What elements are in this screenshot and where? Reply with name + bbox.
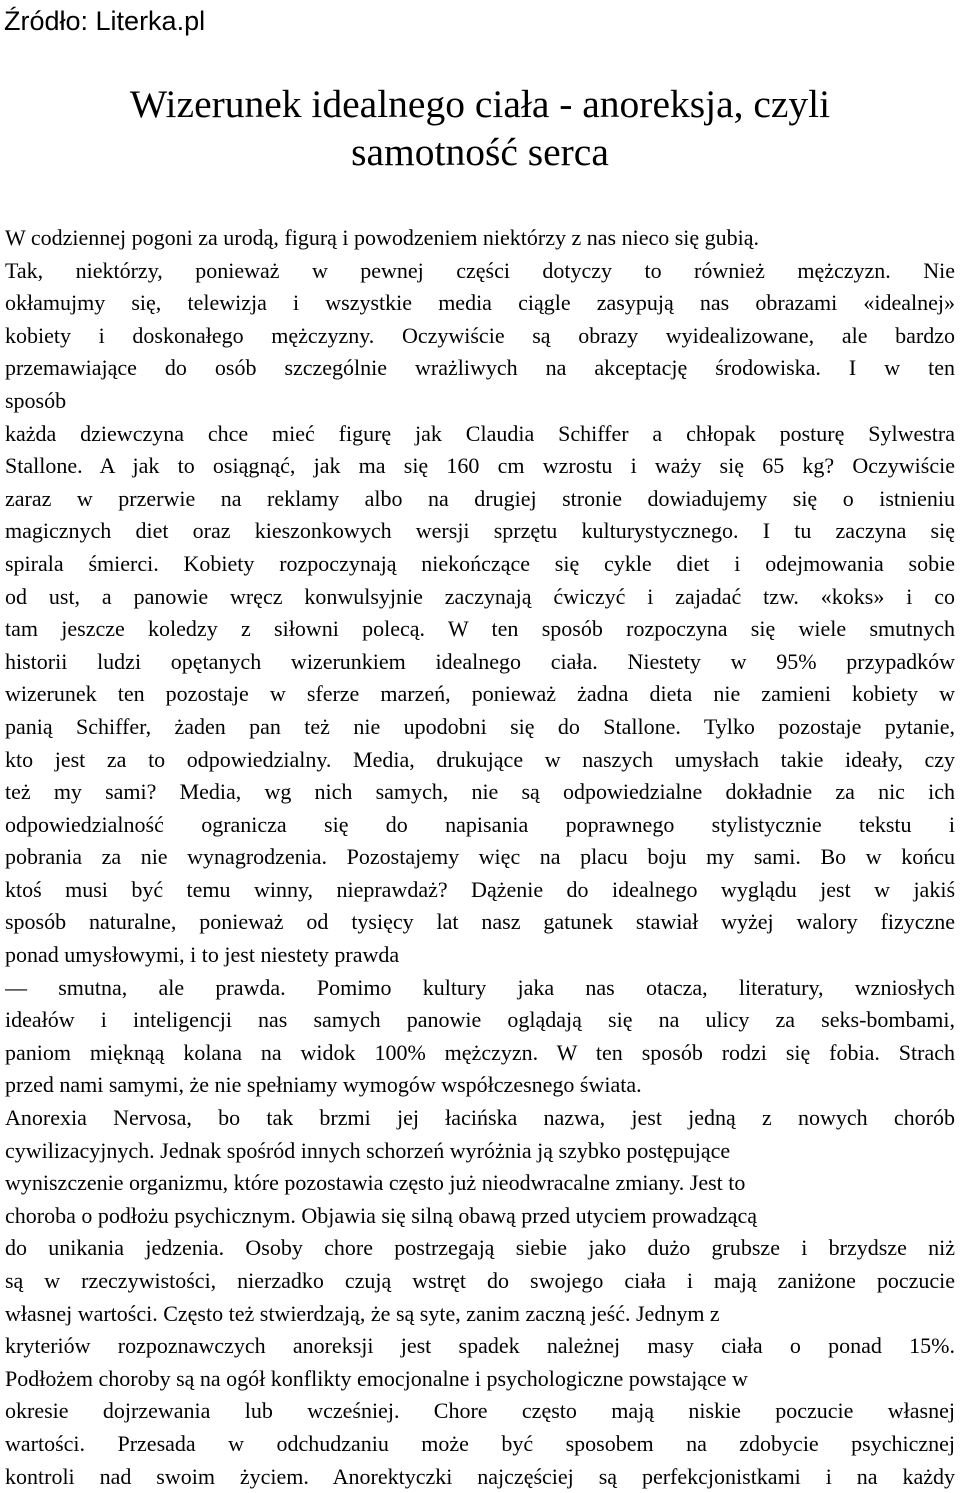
body-line: od ust, a panowie wręcz konwulsyjnie zaczynają ćwiczyć i zajadać tzw. «koks» i co xyxy=(5,583,955,609)
body-line: wartości. Przesada w odchudzaniu może być sposobem na zdobycie psychicznej xyxy=(5,1430,955,1456)
body-line: ktoś musi być temu winny, nieprawdaż? Dążenie do idealnego wyglądu jest w jakiś xyxy=(5,876,955,902)
body-line: kobiety i doskonałego mężczyzny. Oczywiście są obrazy wyidealizowane, ale bardzo xyxy=(5,322,955,348)
body-line: magicznych diet oraz kieszonkowych wersji sprzętu kulturystycznego. I tu zaczyna się xyxy=(5,518,955,544)
body-line: okresie dojrzewania lub wcześniej. Chore często mają niskie poczucie własnej xyxy=(5,1398,955,1424)
article-title xyxy=(40,80,920,176)
body-line: Stallone. A jak to osiągnąć, jak ma się 160 cm wzrostu i waży się 65 kg? Oczywiście xyxy=(5,453,955,479)
body-line: przed nami samymi, że nie spełniamy wymogów współczesnego świata. xyxy=(5,1072,642,1098)
body-line: sposób xyxy=(5,387,67,413)
title-line: samotność serca xyxy=(351,130,609,174)
body-line: ponad umysłowymi, i to jest niestety prawda xyxy=(5,942,400,968)
body-line: kryteriów rozpoznawczych anoreksji jest spadek należnej masy ciała o ponad 15%. xyxy=(5,1333,955,1359)
body-line: sposób naturalne, ponieważ od tysięcy lat nasz gatunek stawiał wyżej walory fizyczne xyxy=(5,909,955,935)
body-line: kto jest za to odpowiedzialny. Media, drukujące w naszych umysłach takie ideały, czy xyxy=(5,746,955,772)
body-line: cywilizacyjnych. Jednak spośród innych schorzeń wyróżnia ją szybko postępujące xyxy=(5,1137,731,1163)
body-line: Anorexia Nervosa, bo tak brzmi jej łacińska nazwa, jest jedną z nowych chorób xyxy=(5,1105,955,1131)
body-line: odpowiedzialność ogranicza się do napisania poprawnego stylistycznie tekstu i xyxy=(5,811,955,837)
body-line: tam jeszcze koledzy z siłowni polecą. W ten sposób rozpoczyna się wiele smutnych xyxy=(5,616,955,642)
body-line: własnej wartości. Często też stwierdzają, że są syte, zanim zaczną jeść. Jednym z xyxy=(5,1300,720,1326)
body-line: każda dziewczyna chce mieć figurę jak Claudia Schiffer a chłopak posturę Sylwestra xyxy=(5,420,955,446)
body-line: też my sami? Media, wg nich samych, nie są odpowiedzialne dokładnie za nic ich xyxy=(5,779,955,805)
body-line: spirala śmierci. Kobiety rozpoczynają niekończące się cykle diet i odejmowania sobie xyxy=(5,550,955,576)
body-line: okłamujmy się, telewizja i wszystkie media ciągle zasypują nas obrazami «idealnej» xyxy=(5,290,955,316)
body-line: Tak, niektórzy, ponieważ w pewnej części dotyczy to również mężczyzn. Nie xyxy=(5,257,955,283)
body-line: wyniszczenie organizmu, które pozostawia często już nieodwracalne zmiany. Jest to xyxy=(5,1170,746,1196)
title-line: Wizerunek idealnego ciała - anoreksja, czyli xyxy=(129,82,831,126)
body-line: W codziennej pogoni za urodą, figurą i powodzeniem niektórzy z nas nieco się gubią. xyxy=(5,225,760,250)
body-line: są w rzeczywistości, nierzadko czują wstręt do swojego ciała i mają zaniżone poczucie xyxy=(5,1268,955,1293)
body-line: pobrania za nie wynagrodzenia. Pozostajemy więc na placu boju my sami. Bo w końcu xyxy=(5,844,955,870)
body-line: kontroli nad swoim życiem. Anorektyczki najczęściej są perfekcjonistkami i na każdy xyxy=(5,1463,955,1489)
body-line: — smutna, ale prawda. Pomimo kultury jaka nas otacza, literatury, wzniosłych xyxy=(5,974,955,1000)
body-line: paniom mięknąą kolana na widok 100% mężczyzn. W ten sposób rodzi się fobia. Strach xyxy=(5,1039,955,1065)
body-line: historii ludzi opętanych wizerunkiem idealnego ciała. Niestety w 95% przypadków xyxy=(5,648,955,674)
body-line: choroba o podłożu psychicznym. Objawia się silną obawą przed utyciem prowadzącą xyxy=(5,1202,758,1228)
body-line: wizerunek ten pozostaje w sferze marzeń, ponieważ żadna dieta nie zamieni kobiety w xyxy=(5,681,955,707)
body-line: ideałów i inteligencji nas samych panowie oglądają się na ulicy za seks-bombami, xyxy=(5,1007,955,1033)
body-line: panią Schiffer, żaden pan też nie upodobni się do Stallone. Tylko pozostaje pytanie, xyxy=(5,713,955,739)
body-line: zaraz w przerwie na reklamy albo na drugiej stronie dowiadujemy się o istnieniu xyxy=(5,485,955,511)
body-line: do unikania jedzenia. Osoby chore postrzegają siebie jako dużo grubsze i brzydsze niż xyxy=(5,1235,955,1261)
body-line: Podłożem choroby są na ogół konflikty emocjonalne i psychologiczne powstające w xyxy=(5,1365,748,1391)
source-line: Źródło: Literka.pl xyxy=(4,6,206,36)
body-line: przemawiające do osób szczególnie wrażliwych na akceptację środowiska. I w ten xyxy=(5,355,955,381)
article-body xyxy=(5,222,955,1493)
